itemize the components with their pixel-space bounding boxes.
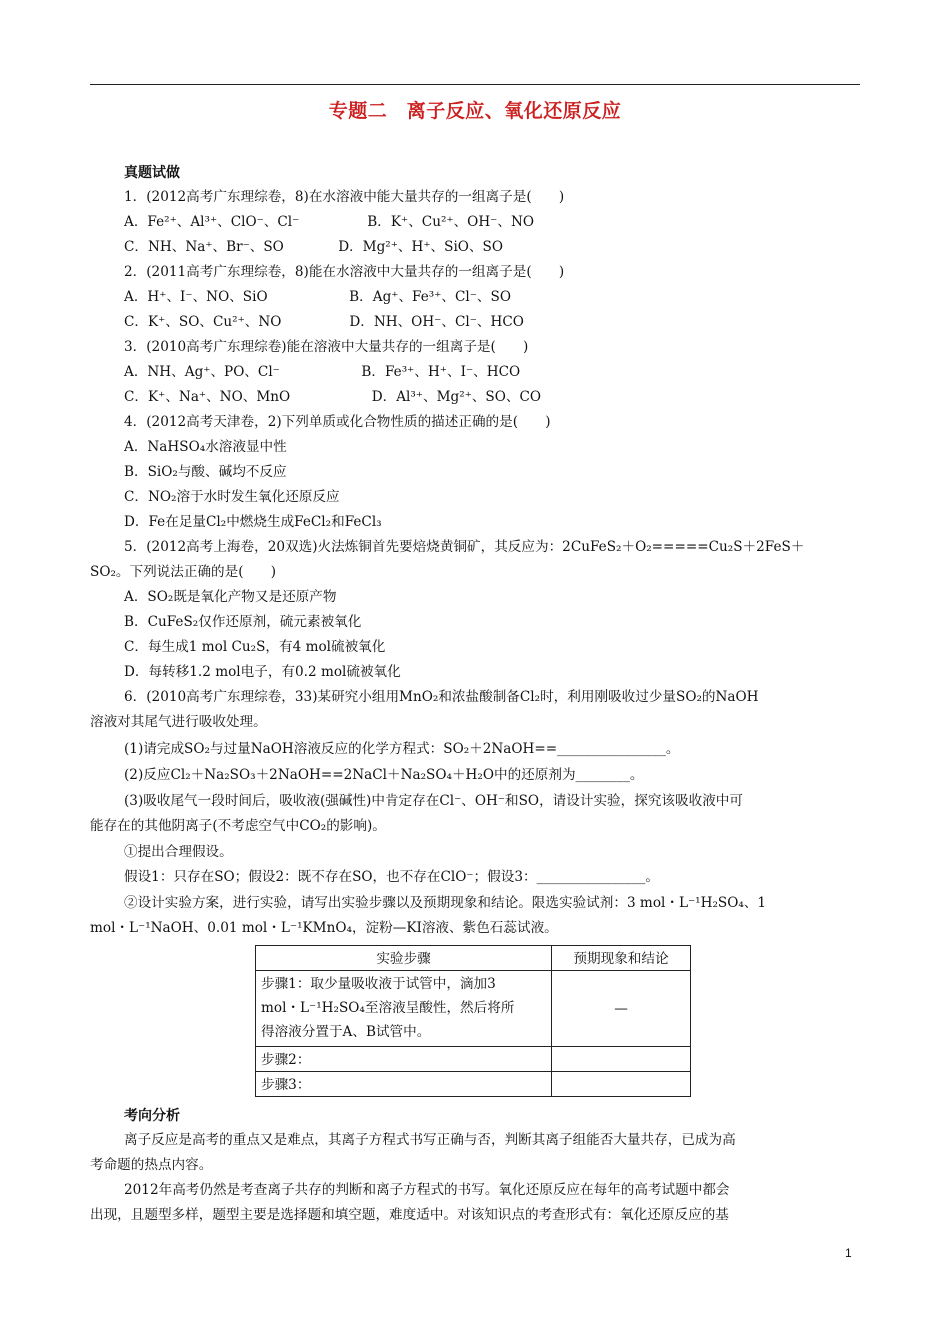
page-number: 1	[845, 1246, 852, 1260]
table-cell-step: 步骤1：取少量吸收液于试管中，滴加3 mol・L⁻¹H₂SO₄至溶液呈酸性，然后将所 得溶液分置于A、B试管中。	[256, 971, 552, 1047]
q5-option-c: C．每生成1 mol Cu₂S，有4 mol硫被氧化	[124, 639, 386, 655]
q5-stem: 5．(2012高考上海卷，20双选)火法炼铜首先要焙烧黄铜矿，其反应为：2CuFeS₂＋O₂=====Cu₂S＋2FeS＋	[124, 539, 805, 555]
q4-stem: 4．(2012高考天津卷，2)下列单质或化合物性质的描述正确的是( )	[124, 414, 551, 430]
q5-stem-cont: SO₂。下列说法正确的是( )	[90, 564, 277, 580]
q2-options-ab: A．H⁺、I⁻、NO、SiO B．Ag⁺、Fe³⁺、Cl⁻、SO	[124, 289, 511, 305]
table-cell-result: —	[552, 971, 691, 1047]
q6-design-cont: mol・L⁻¹NaOH、0.01 mol・L⁻¹KMnO₄，淀粉—KI溶液、紫色石蕊试液。	[90, 920, 558, 936]
q5-option-b: B．CuFeS₂仅作还原剂，硫元素被氧化	[124, 614, 362, 630]
section-heading-analysis: 考向分析	[124, 1108, 180, 1124]
table-row	[256, 1072, 691, 1097]
q1-stem: 1．(2012高考广东理综卷，8)在水溶液中能大量共存的一组离子是( )	[124, 189, 565, 205]
q1-options-cd: C．NH、Na⁺、Br⁻、SO D．Mg²⁺、H⁺、SiO、SO	[124, 239, 504, 255]
q6-hypotheses: 假设1：只存在SO；假设2：既不存在SO，也不存在ClO⁻；假设3：________________。	[124, 869, 659, 885]
analysis-para1: 离子反应是高考的重点又是难点，其离子方程式书写正确与否，判断其离子组能否大量共存，已成为高	[124, 1132, 736, 1148]
q4-option-d: D．Fe在足量Cl₂中燃烧生成FeCl₂和FeCl₃	[124, 514, 382, 530]
q6-part1: (1)请完成SO₂与过量NaOH溶液反应的化学方程式：SO₂＋2NaOH==________________。	[124, 741, 680, 757]
table-header-results: 预期现象和结论	[552, 946, 691, 971]
q3-options-ab: A．NH、Ag⁺、PO、Cl⁻ B．Fe³⁺、H⁺、I⁻、HCO	[124, 364, 521, 380]
table-header-steps: 实验步骤	[256, 946, 552, 971]
analysis-para1-cont: 考命题的热点内容。	[90, 1157, 213, 1173]
q6-hypothesis-prompt: ①提出合理假设。	[124, 844, 233, 860]
q6-design: ②设计实验方案，进行实验，请写出实验步骤以及预期现象和结论。限选实验试剂：3 mol・L⁻¹H₂SO₄、1	[124, 895, 767, 911]
q6-part3: (3)吸收尾气一段时间后，吸收液(强碱性)中肯定存在Cl⁻、OH⁻和SO，请设计实验，探究该吸收液中可	[124, 793, 743, 809]
q6-part2: (2)反应Cl₂＋Na₂SO₃＋2NaOH==2NaCl＋Na₂SO₄＋H₂O中的还原剂为________。	[124, 767, 644, 783]
q2-stem: 2．(2011高考广东理综卷，8)能在水溶液中大量共存的一组离子是( )	[124, 264, 565, 280]
q6-stem: 6．(2010高考广东理综卷，33)某研究小组用MnO₂和浓盐酸制备Cl₂时，利用刚吸收过少量SO₂的NaOH	[124, 689, 759, 705]
q3-stem: 3．(2010高考广东理综卷)能在溶液中大量共存的一组离子是( )	[124, 339, 529, 355]
header-rule	[90, 84, 860, 85]
q1-options-ab: A．Fe²⁺、Al³⁺、ClO⁻、Cl⁻ B．K⁺、Cu²⁺、OH⁻、NO	[124, 214, 534, 230]
analysis-para2: 2012年高考仍然是考查离子共存的判断和离子方程式的书写。氧化还原反应在每年的高考试题中都会	[124, 1182, 730, 1198]
q5-option-d: D．每转移1.2 mol电子，有0.2 mol硫被氧化	[124, 664, 401, 680]
q2-options-cd: C．K⁺、SO、Cu²⁺、NO D．NH、OH⁻、Cl⁻、HCO	[124, 314, 524, 330]
q4-option-c: C．NO₂溶于水时发生氧化还原反应	[124, 489, 340, 505]
section-heading-practice: 真题试做	[124, 165, 180, 181]
table-cell-step: 步骤3：	[256, 1072, 552, 1097]
table-row	[256, 1047, 691, 1072]
table-cell-result	[552, 1072, 691, 1097]
table-cell-step: 步骤2：	[256, 1047, 552, 1072]
table-cell-result	[552, 1047, 691, 1072]
q6-stem-cont: 溶液对其尾气进行吸收处理。	[90, 714, 267, 730]
q5-option-a: A．SO₂既是氧化产物又是还原产物	[124, 589, 337, 605]
q4-option-b: B．SiO₂与酸、碱均不反应	[124, 464, 287, 480]
analysis-para2-cont: 出现，且题型多样，题型主要是选择题和填空题，难度适中。对该知识点的考查形式有：氧化还原反应的基	[90, 1207, 729, 1223]
q6-part3-cont: 能存在的其他阴离子(不考虑空气中CO₂的影响)。	[90, 818, 386, 834]
table-header-row	[256, 946, 691, 971]
table-row	[256, 971, 691, 1047]
experiment-table	[255, 945, 691, 1097]
page-title: 专题二 离子反应、氧化还原反应	[328, 100, 622, 122]
q3-options-cd: C．K⁺、Na⁺、NO、MnO D．Al³⁺、Mg²⁺、SO、CO	[124, 389, 542, 405]
q4-option-a: A．NaHSO₄水溶液显中性	[124, 439, 287, 455]
